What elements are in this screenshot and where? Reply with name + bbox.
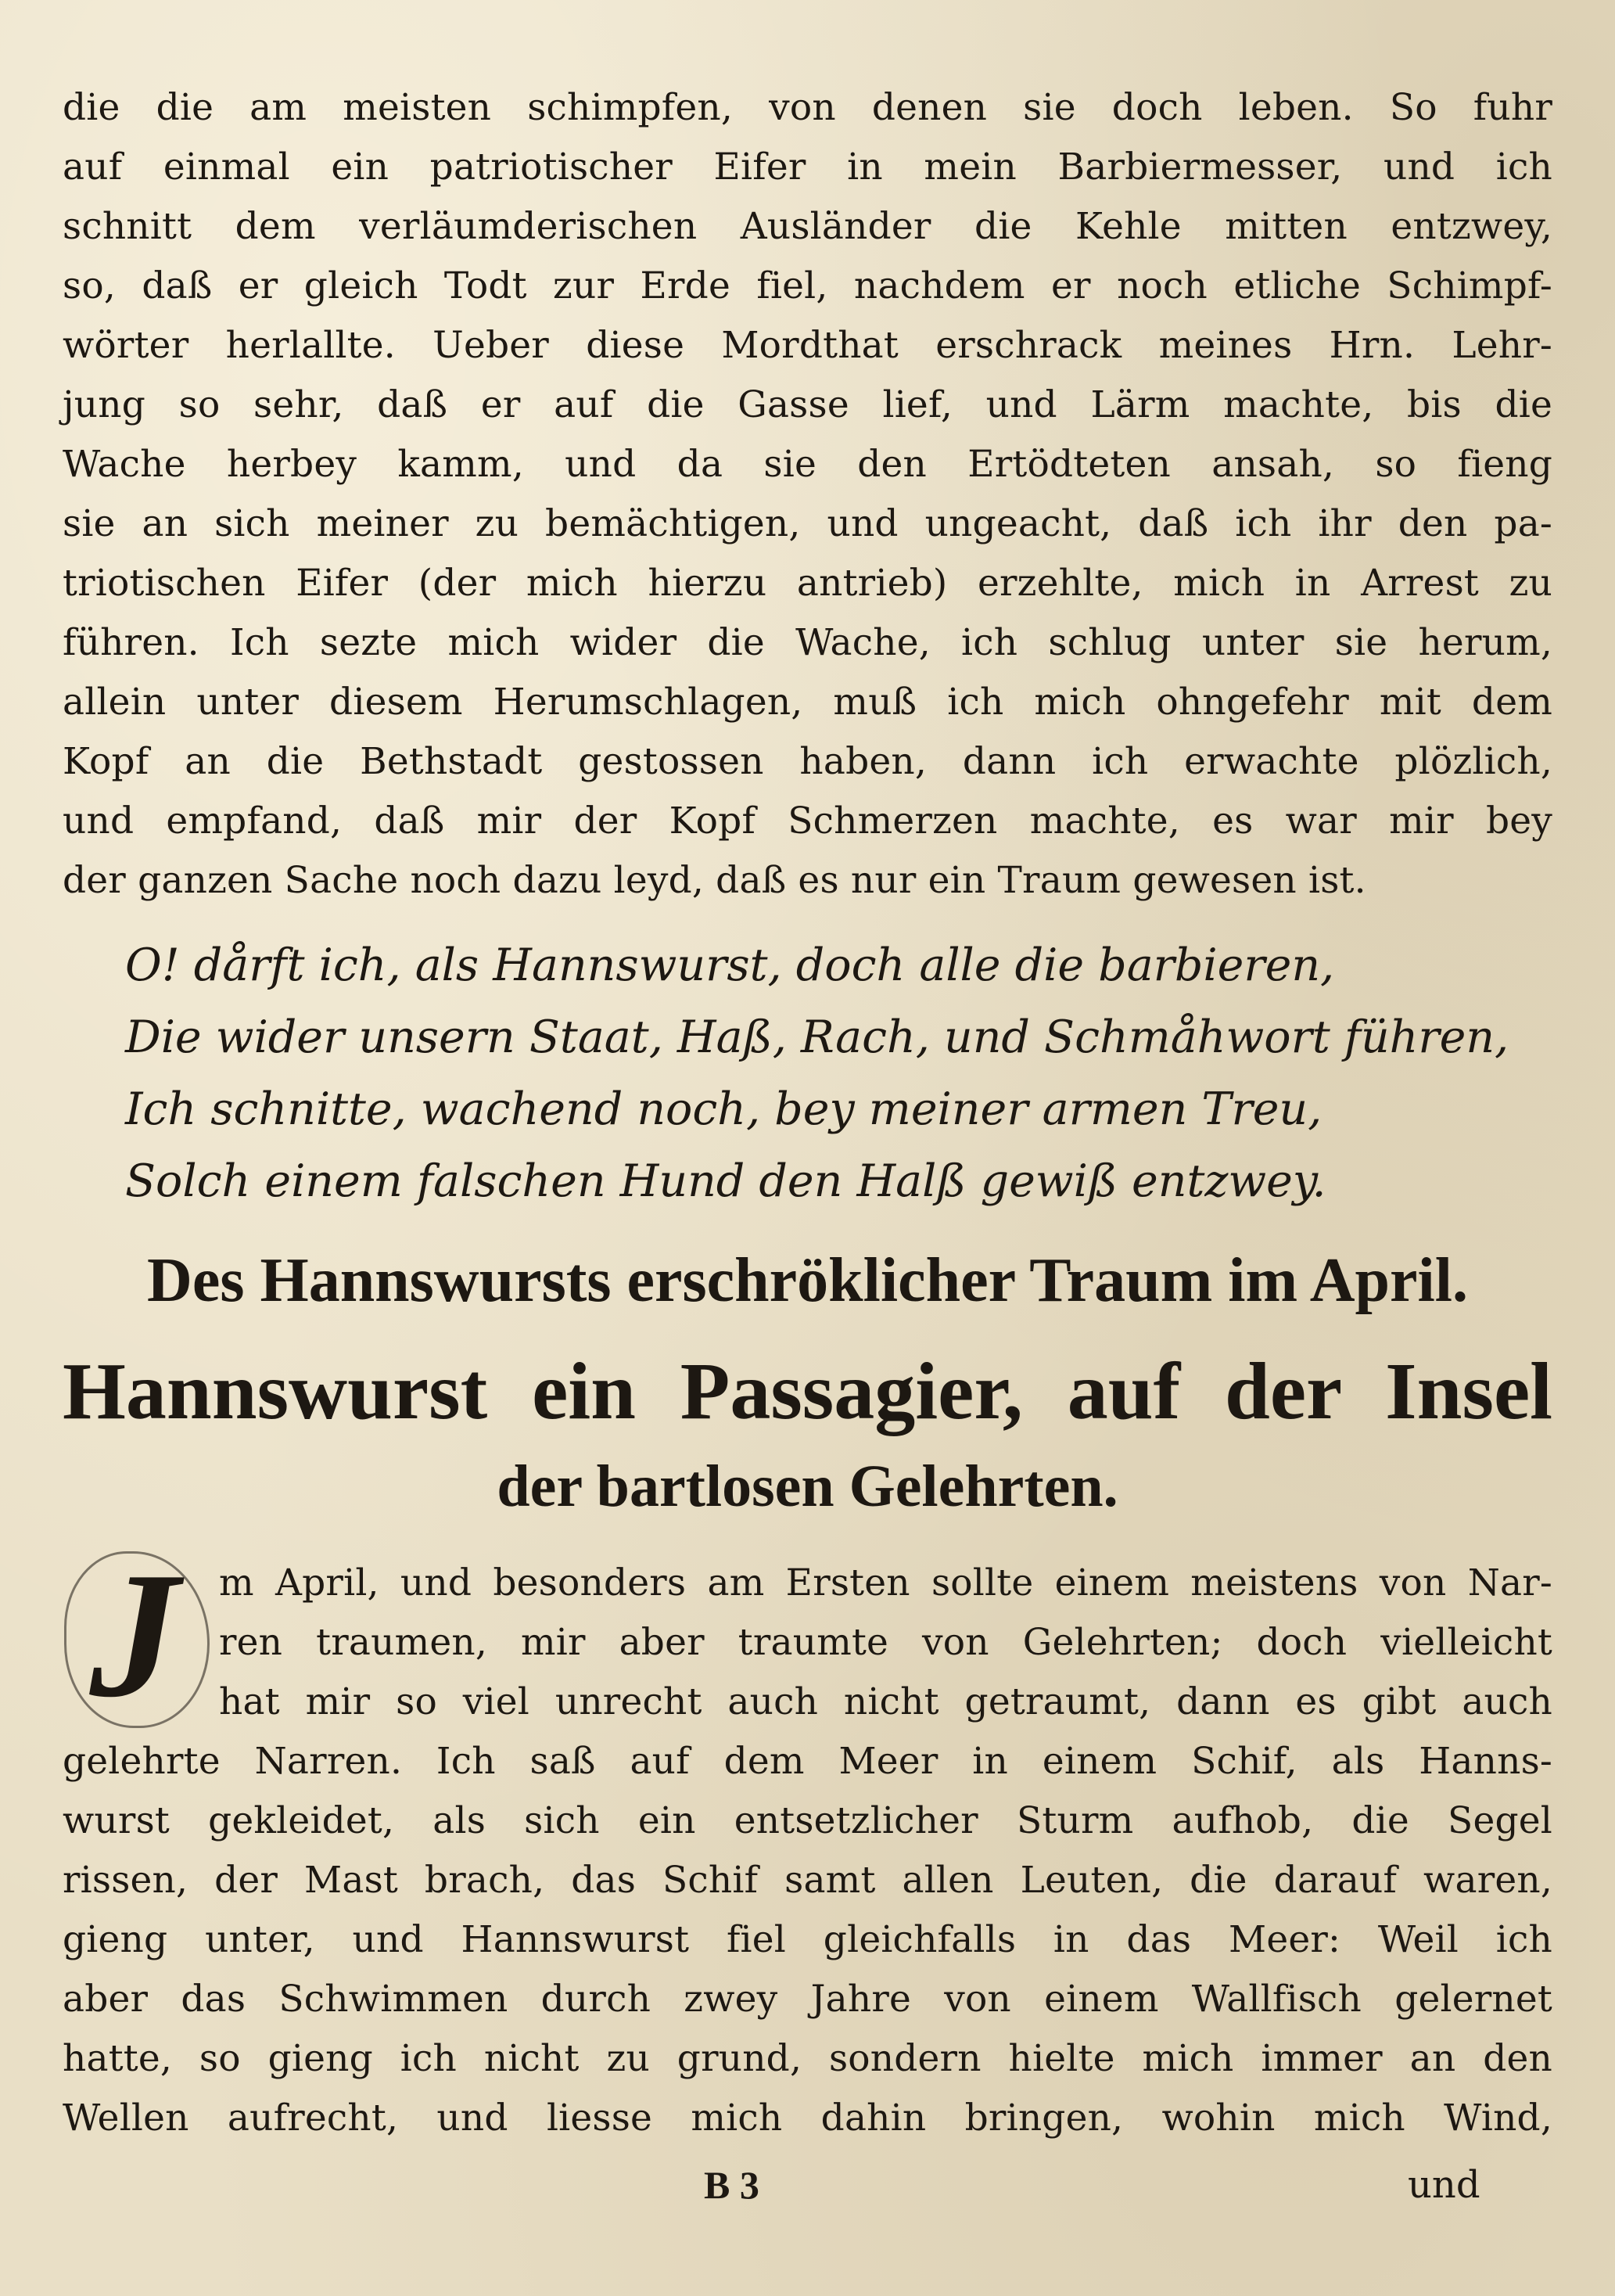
text-line: Wache herbey kamm, und da sie den Ertödteten ansah, so fieng xyxy=(63,443,1552,486)
text-line: auf einmal ein patriotischer Eifer in mein Barbiermesser, und ich xyxy=(63,146,1552,189)
text-line: allein unter diesem Herumschlagen, muß ich mich ohngefehr mit dem xyxy=(63,681,1552,724)
text-line: Wellen aufrecht, und liesse mich dahin bringen, wohin mich Wind, xyxy=(63,2097,1552,2140)
text-line: rissen, der Mast brach, das Schif samt allen Leuten, die darauf waren, xyxy=(63,1859,1552,1902)
text-line: der ganzen Sache noch dazu leyd, daß es nur ein Traum gewesen ist. xyxy=(63,859,1366,902)
chapter-subheading: Hannswurst ein Passagier, auf der Insel xyxy=(63,1346,1552,1436)
text-line: m April, und besonders am Ersten sollte einem meistens von Nar- xyxy=(219,1561,1552,1604)
verse-line: O! dårft ich, als Hannswurst, doch alle die barbieren, xyxy=(125,940,1335,991)
verse-line: Die wider unsern Staat, Haß, Rach, und Schmåhwort führen, xyxy=(125,1011,1509,1063)
paragraph-two xyxy=(63,1554,1552,2148)
chapter-heading: Des Hannswursts erschröklicher Traum im April. xyxy=(147,1246,1468,1315)
text-line: aber das Schwimmen durch zwey Jahre von einem Wallfisch gelernet xyxy=(63,1978,1552,2021)
text-line: jung so sehr, daß er auf die Gasse lief, und Lärm machte, bis die xyxy=(63,383,1552,426)
catchword: und xyxy=(1408,2163,1480,2207)
text-line: schnitt dem verläumderischen Ausländer die Kehle mitten entzwey, xyxy=(63,205,1552,248)
text-line: wurst gekleidet, als sich ein entsetzlicher Sturm aufhob, die Segel xyxy=(63,1799,1552,1842)
text-line: und empfand, daß mir der Kopf Schmerzen machte, es war mir bey xyxy=(63,799,1552,843)
text-line: die die am meisten schimpfen, von denen sie doch leben. So fuhr xyxy=(63,86,1552,129)
chapter-subheading-continued: der bartlosen Gelehrten. xyxy=(497,1453,1118,1519)
drop-cap-letter: J xyxy=(89,1535,180,1734)
verse-line: Solch einem falschen Hund den Halß gewiß entzwey. xyxy=(125,1155,1326,1207)
text-line: so, daß er gleich Todt zur Erde fiel, nachdem er noch etliche Schimpf- xyxy=(63,264,1552,307)
text-line: gelehrte Narren. Ich saß auf dem Meer in einem Schif, als Hanns- xyxy=(63,1740,1552,1783)
verse xyxy=(125,929,1556,1217)
text-line: führen. Ich sezte mich wider die Wache, ich schlug unter sie herum, xyxy=(63,621,1552,664)
text-line: triotischen Eifer (der mich hierzu antrieb) erzehlte, mich in Arrest zu xyxy=(63,562,1552,605)
verse-line: Ich schnitte, wachend noch, bey meiner armen Treu, xyxy=(125,1083,1323,1135)
text-line: hat mir so viel unrecht auch nicht getraumt, dann es gibt auch xyxy=(219,1680,1552,1723)
signature-mark: B 3 xyxy=(704,2163,759,2207)
text-line: gieng unter, und Hannswurst fiel gleichfalls in das Meer: Weil ich xyxy=(63,1918,1552,1961)
paragraph-top xyxy=(63,78,1552,911)
text-line: wörter herlallte. Ueber diese Mordthat erschrack meines Hrn. Lehr- xyxy=(63,324,1552,367)
text-line: sie an sich meiner zu bemächtigen, und ungeacht, daß ich ihr den pa- xyxy=(63,502,1552,545)
text-line: Kopf an die Bethstadt gestossen haben, dann ich erwachte plözlich, xyxy=(63,740,1552,783)
text-line: hatte, so gieng ich nicht zu grund, sondern hielte mich immer an den xyxy=(63,2037,1552,2080)
text-line: ren traumen, mir aber traumte von Gelehrten; doch vielleicht xyxy=(219,1621,1552,1664)
